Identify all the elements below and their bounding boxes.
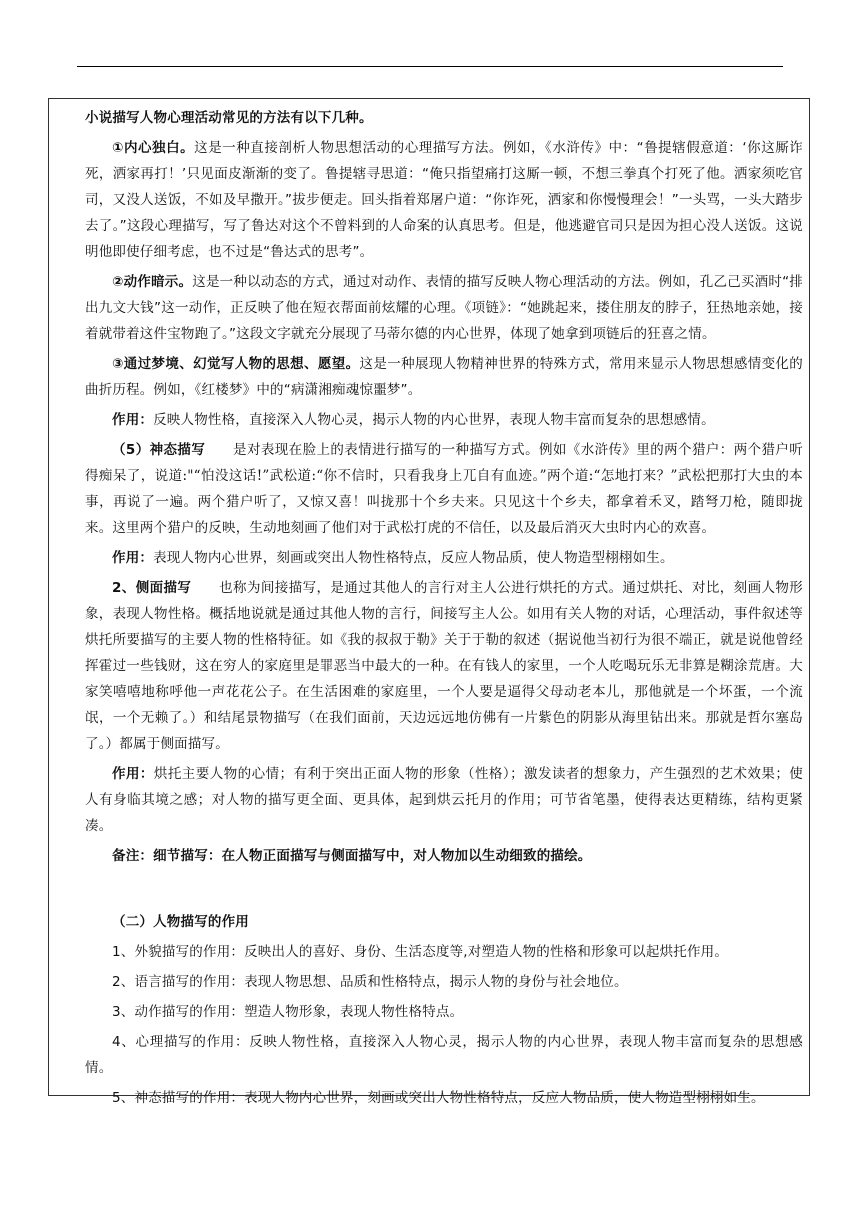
list-item: 4、心理描写的作用：反映人物性格，直接深入人物心灵，揭示人物的内心世界，表现人物丰富而复杂的思想感情。 bbox=[85, 1034, 803, 1076]
effect-label: 作用： bbox=[112, 766, 154, 782]
paragraph-heading: ①内心独白。 bbox=[112, 140, 195, 156]
spacer bbox=[85, 873, 803, 901]
paragraph-text: 这是一种展现人物精神世界的特殊方式，常用来显示人物思想感情变化的曲折历程。例如，《红楼梦》中的“病潇湘痴魂惊噩梦”。 bbox=[85, 356, 803, 398]
quoted-excerpt: 两个猎户听得痴呆了，说道:"“怕没这话!”武松道:“你不信时，只看我身上兀自有血迹。”两个道:“怎地打来？”武松把那打大虫的本事，再说了一遍。两个猎户听了，又惊又喜！叫拢那十个乡夫来。只见这十个乡夫，都拿着禾叉，踏弩刀枪，随即拢来。 bbox=[85, 442, 804, 536]
effect-label: 作用： bbox=[112, 550, 154, 566]
paragraph-heading: 2、侧面描写 bbox=[112, 580, 192, 596]
list-item: 3、动作描写的作用：塑造人物形象，表现人物性格特点。 bbox=[112, 1004, 464, 1020]
list-item: 5、神态描写的作用：表现人物内心世界，刻画或突出人物性格特点，反应人物品质，使人物造型栩栩如生。 bbox=[112, 1090, 765, 1106]
paragraph-heading: （5）神态描写 bbox=[112, 442, 206, 458]
paragraph-text: 是对表现在脸上的表情进行描写的一种描写方式。例如《水浒传》里的两个猎户： bbox=[205, 442, 734, 458]
section-title: （二）人物描写的作用 bbox=[112, 914, 249, 930]
note-line: 备注：细节描写：在人物正面描写与侧面描写中，对人物加以生动细致的描绘。 bbox=[112, 848, 592, 864]
paragraph-expression bbox=[49, 437, 803, 541]
paragraph-heading: ②动作暗示。 bbox=[112, 274, 193, 290]
list-item: 1、外貌描写的作用：反映出人的喜好、身份、生活态度等,对塑造人物的性格和形象可以起烘托作用。 bbox=[112, 944, 729, 960]
effect-text: 反映人物性格，直接深入人物心灵，揭示人物的内心世界，表现人物丰富而复杂的思想感情。 bbox=[153, 412, 715, 428]
paragraph-text: 这里两个猎户的反映，生动地刻画了他们对于武松打虎的不信任，以及最后消灭大虫时内心的欢喜。 bbox=[112, 520, 716, 536]
effect-side bbox=[49, 761, 803, 839]
header-rule bbox=[77, 66, 783, 67]
paragraph-text: 也称为间接描写，是通过其他人的言行对主人公进行烘托的方式。通过烘托、对比，刻画人物形象，表现人物性格。概括地说就是通过其他人物的言行，间接写主人公。如用有关人物的对话，心理活动，事件叙述等烘托所要描写的主要人物的性格特征。如《我的叔叔于勒》关于于勒的叙述（ bbox=[85, 580, 804, 648]
paragraph-heading: ③通过梦境、幻觉写人物的思想、愿望。 bbox=[112, 356, 360, 372]
effect-psychology bbox=[49, 407, 803, 433]
intro-line: 小说描写人物心理活动常见的方法有以下几种。 bbox=[85, 110, 373, 126]
paragraph-text: ）和结尾景物描写（在我们面前，天边远远地仿佛有一片紫色的阴影从海里钻出来。那就是哲尔塞岛了。）都属于侧面描写。 bbox=[85, 710, 803, 752]
quoted-excerpt: 据说他当初行为很不端正，就是说他曾经挥霍过一些钱财，这在穷人的家庭里是罪恶当中最大的一种。在有钱人的家里，一个人吃喝玩乐无非算是糊涂荒唐。大家笑嘻嘻地称呼他一声花花公子。在生活困难的家庭里，一个人要是逼得父母动老本儿，那他就是一个坏蛋，一个流氓，一个无赖了。 bbox=[85, 632, 803, 726]
content-frame bbox=[48, 98, 810, 1106]
paragraph-text: 这是一种以动态的方式，通过对动作、表情的描写反映人物心理活动的方法。例如，孔乙己买酒时“排出九文大钱”这一动作，正反映了他在短衣帮面前炫耀的心理。《项链》：“她跳起来，搂住朋友的脖子，狂热地亲她，接着就带着这件宝物跑了。”这段文字就充分展现了马蒂尔德的内心世界，体现了她拿到项链后的狂喜之情。 bbox=[85, 274, 803, 342]
list-item: 2、语言描写的作用：表现人物思想、品质和性格特点，揭示人物的身份与社会地位。 bbox=[112, 974, 628, 990]
effect-expression bbox=[49, 545, 803, 571]
effect-label: 作用： bbox=[112, 412, 154, 428]
effect-text: 表现人物内心世界，刻画或突出人物性格特点，反应人物品质，使人物造型栩栩如生。 bbox=[153, 550, 674, 566]
paragraph-dream bbox=[49, 351, 803, 403]
paragraph-inner-monologue bbox=[49, 135, 803, 265]
paragraph-text: 这是一种直接剖析人物思想活动的心理描写方法。例如，《水浒传》中：“鲁提辖假意道：‘你这厮诈死，洒家再打！’只见面皮渐渐的变了。鲁提辖寻思道：“俺只指望痛打这厮一顿，不想三拳真个打死了他。洒家须吃官司，又没人送饭，不如及早撒开。”拔步便走。回头指着郑屠户道：“你诈死，洒家和你慢慢理会！”一头骂，一头大踏步去了。”这段心理描写，写了鲁达对这个不曾料到的人命案的认真思考。但是，他逃避官司只是因为担心没人送饭。这说明他即使仔细考虑，也不过是“鲁达式的思考”。 bbox=[85, 140, 803, 260]
paragraph-side-description bbox=[49, 575, 803, 757]
effect-text: 烘托主要人物的心情；有利于突出正面人物的形象（性格）；激发读者的想象力，产生强烈的艺术效果；使人有身临其境之感；对人物的描写更全面、更具体，起到烘云托月的作用；可节省笔墨，使得表达更精练，结构更紧凑。 bbox=[85, 766, 803, 834]
paragraph-action-hint bbox=[49, 269, 803, 347]
